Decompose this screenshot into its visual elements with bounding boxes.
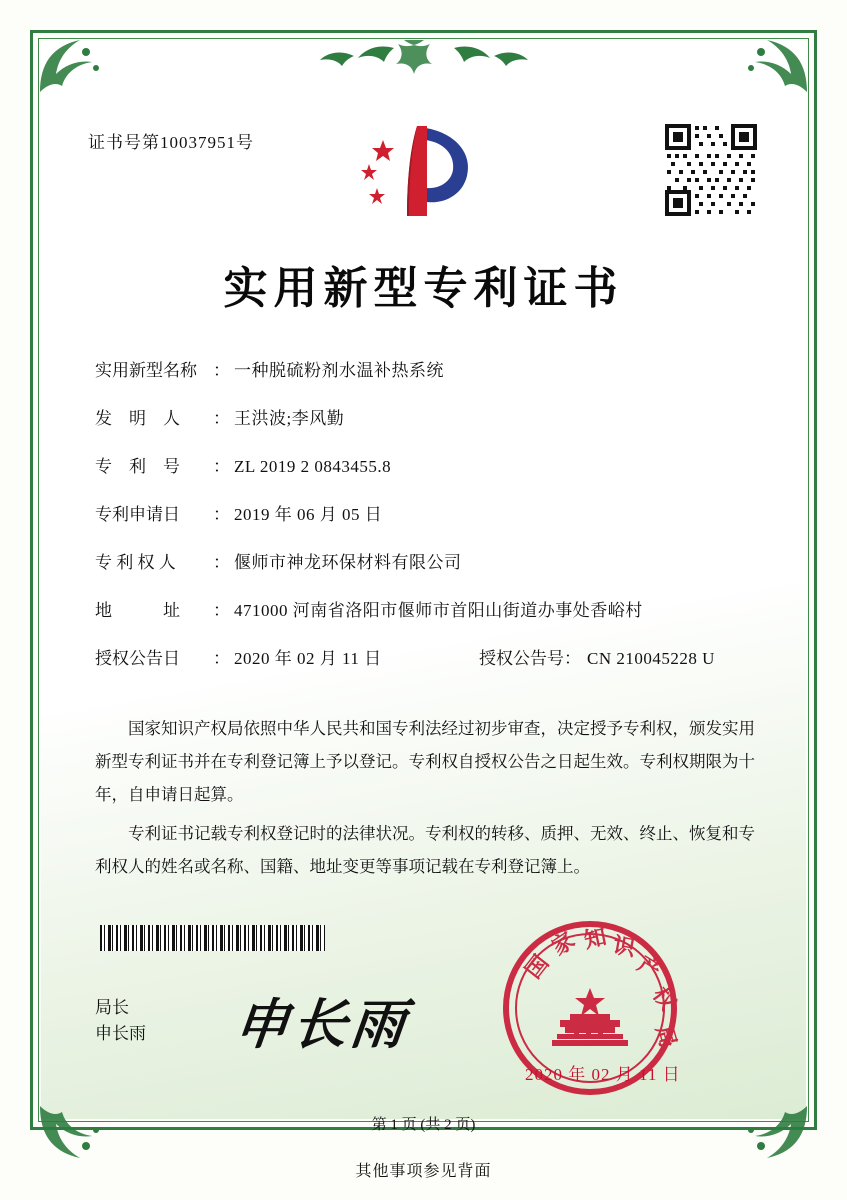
field-label: 专利申请日 <box>95 504 180 524</box>
field-row <box>95 600 755 623</box>
field-value-patentee: 偃师市神龙环保材料有限公司 <box>234 552 462 572</box>
field-colon: ： <box>213 552 230 572</box>
handwritten-signature: 申长雨 <box>231 995 412 1055</box>
field-label-grant-number: 授权公告号： <box>479 648 581 668</box>
field-label: 专 利 号 <box>95 456 180 476</box>
qr-code-icon <box>663 122 759 218</box>
paragraph-1: 国家知识产权局依照中华人民共和国专利法经过初步审查，决定授予专利权，颁发实用新型专利证书并在专利登记簿上予以登记。专利权自授权公告之日起生效。专利权期限为十年，自申请日起算。 <box>95 719 755 804</box>
field-label: 实用新型名称 <box>95 361 197 380</box>
garland-ornament-icon <box>294 34 554 74</box>
svg-text:权: 权 <box>647 982 680 1015</box>
field-colon: ： <box>213 408 230 428</box>
signature-name: 申长雨 <box>95 1023 146 1043</box>
field-row <box>95 552 755 575</box>
field-label: 发 明 人 <box>95 408 180 428</box>
page-number: 第 1 页 (共 2 页) <box>371 1117 476 1133</box>
field-row <box>95 408 755 431</box>
corner-ornament-icon <box>739 34 811 96</box>
signature-role: 局长 <box>95 998 129 1017</box>
field-value-grant-number: CN 210045228 U <box>587 648 715 668</box>
legal-text <box>95 712 755 889</box>
field-value-grant-date: 2020 年 02 月 11 日 <box>234 648 382 668</box>
field-colon: ： <box>213 361 230 380</box>
cnipa-logo-icon <box>355 118 485 226</box>
svg-text:识: 识 <box>611 932 638 961</box>
field-list <box>95 360 755 696</box>
certificate-number: 证书号第10037951号 <box>88 133 254 152</box>
seal-date: 2020 年 02 月 11 日 <box>525 1065 681 1084</box>
svg-text:知: 知 <box>581 923 609 953</box>
field-value-patent-number: ZL 2019 2 0843455.8 <box>234 456 392 476</box>
field-row <box>95 360 755 383</box>
field-row <box>95 456 755 479</box>
field-colon: ： <box>213 600 230 620</box>
svg-text:局: 局 <box>651 1022 680 1051</box>
field-row-grant <box>95 648 755 671</box>
corner-ornament-icon <box>36 34 108 96</box>
field-label: 专 利 权 人 <box>95 552 176 572</box>
svg-text:家: 家 <box>546 927 580 961</box>
svg-text:国: 国 <box>520 950 554 984</box>
field-colon: ： <box>213 648 230 668</box>
field-value-utility-model-name: 一种脱硫粉剂水温补热系统 <box>234 361 444 380</box>
page-title: 实用新型专利证书 <box>223 264 624 313</box>
field-label: 地 址 <box>95 600 180 620</box>
svg-text:产: 产 <box>633 951 666 984</box>
field-value-application-date: 2019 年 06 月 05 日 <box>234 504 383 524</box>
field-value-address: 471000 河南省洛阳市偃师市首阳山街道办事处香峪村 <box>234 600 643 620</box>
field-value-inventors: 王洪波;李风勤 <box>234 408 345 428</box>
signature-block <box>95 995 146 1046</box>
field-row <box>95 504 755 527</box>
field-label: 授权公告日 <box>95 648 180 668</box>
field-colon: ： <box>213 456 230 476</box>
footer-note: 其他事项参见背面 <box>355 1163 492 1180</box>
barcode-icon <box>100 925 325 951</box>
field-colon: ： <box>213 504 230 524</box>
paragraph-2: 专利证书记载专利权登记时的法律状况。专利权的转移、质押、无效、终止、恢复和专利权人的姓名或名称、国籍、地址变更等事项记载在专利登记簿上。 <box>95 824 755 876</box>
